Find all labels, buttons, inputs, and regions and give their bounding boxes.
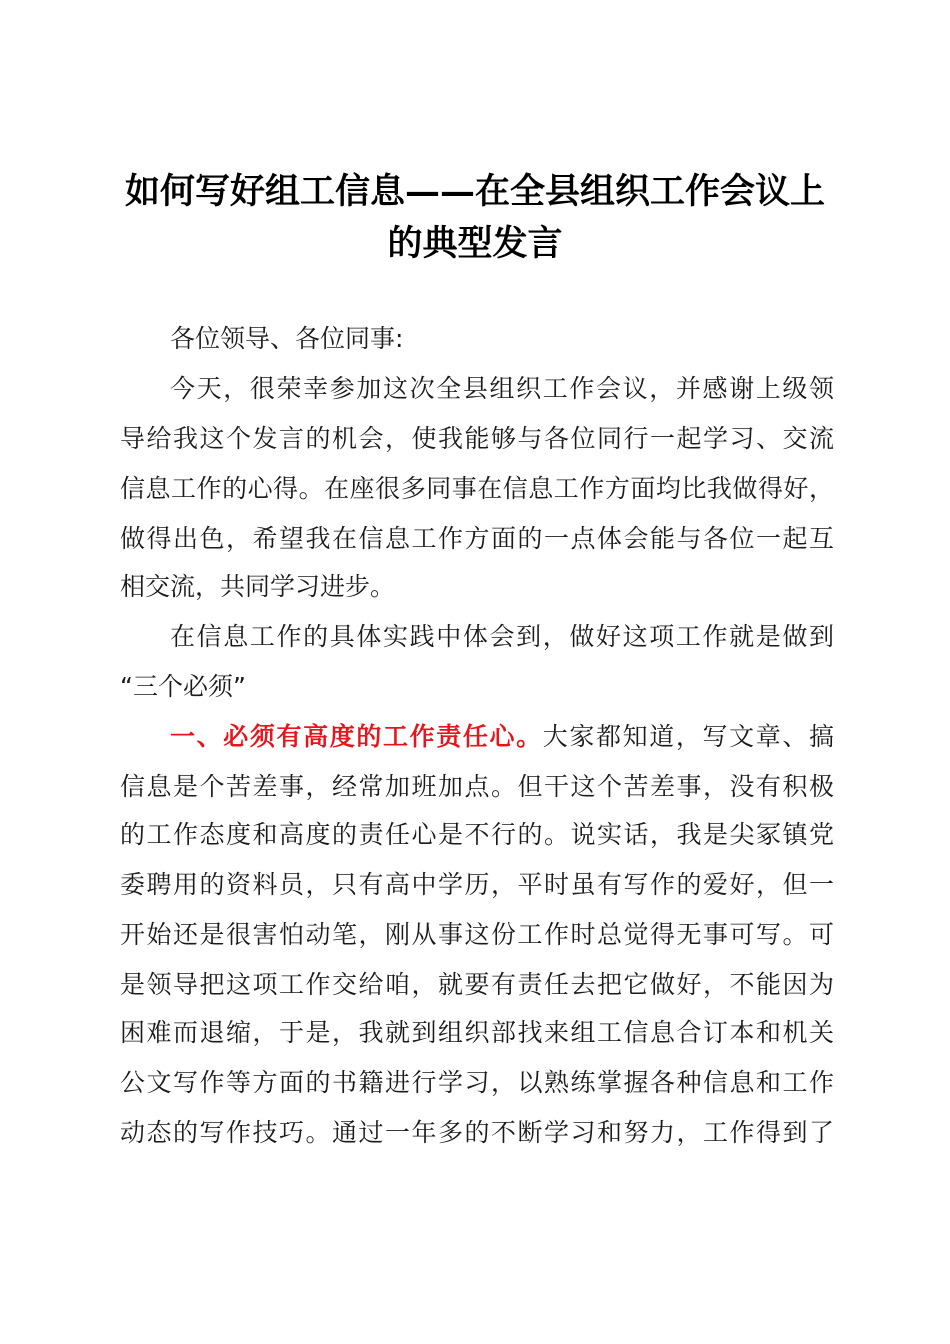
document-title-line-1: 如何写好组工信息——在全县组织工作会议上 [124, 171, 825, 212]
document-title-line-2: 的典型发言 [387, 223, 563, 264]
paragraph-3-line-5: 开始还是很害怕动笔，刚从事这份工作时总觉得无事可写。可 [120, 920, 834, 949]
paragraph-1-line-1: 今天，很荣幸参加这次全县组织工作会议，并感谢上级领 [170, 374, 834, 403]
paragraph-3-line-9: 动态的写作技巧。通过一年多的不断学习和努力，工作得到了 [120, 1118, 834, 1147]
paragraph-3-line-1-text: 大家都知道，写文章、搞 [542, 722, 834, 751]
section-heading-1: 一、必须有高度的工作责任心。 [170, 722, 543, 751]
paragraph-1-line-3: 信息工作的心得。在座很多同事在信息工作方面均比我做得好， [120, 474, 834, 503]
paragraph-3-line-4: 委聘用的资料员，只有高中学历，平时虽有写作的爱好，但一 [120, 870, 834, 899]
salutation: 各位领导、各位同事: [170, 324, 404, 353]
paragraph-1-line-2: 导给我这个发言的机会，使我能够与各位同行一起学习、交流 [120, 424, 834, 453]
paragraph-3-line-2: 信息是个苦差事，经常加班加点。但干这个苦差事，没有积极 [120, 772, 834, 801]
paragraph-3-line-6: 是领导把这项工作交给咱，就要有责任去把它做好，不能因为 [120, 970, 834, 999]
paragraph-3-line-7: 困难而退缩，于是，我就到组织部找来组工信息合订本和机关 [120, 1018, 834, 1047]
paragraph-2-line-2: “三个必须” [120, 672, 246, 701]
paragraph-3-line-8: 公文写作等方面的书籍进行学习，以熟练掌握各种信息和工作 [120, 1068, 834, 1097]
paragraph-3-line-3: 的工作态度和高度的责任心是不行的。说实话，我是尖冢镇党 [120, 820, 834, 849]
paragraph-1-line-5: 相交流，共同学习进步。 [120, 572, 396, 601]
paragraph-3-line-1 [170, 720, 834, 754]
paragraph-2-line-1: 在信息工作的具体实践中体会到，做好这项工作就是做到 [170, 622, 834, 651]
paragraph-1-line-4: 做得出色，希望我在信息工作方面的一点体会能与各位一起互 [120, 524, 834, 553]
